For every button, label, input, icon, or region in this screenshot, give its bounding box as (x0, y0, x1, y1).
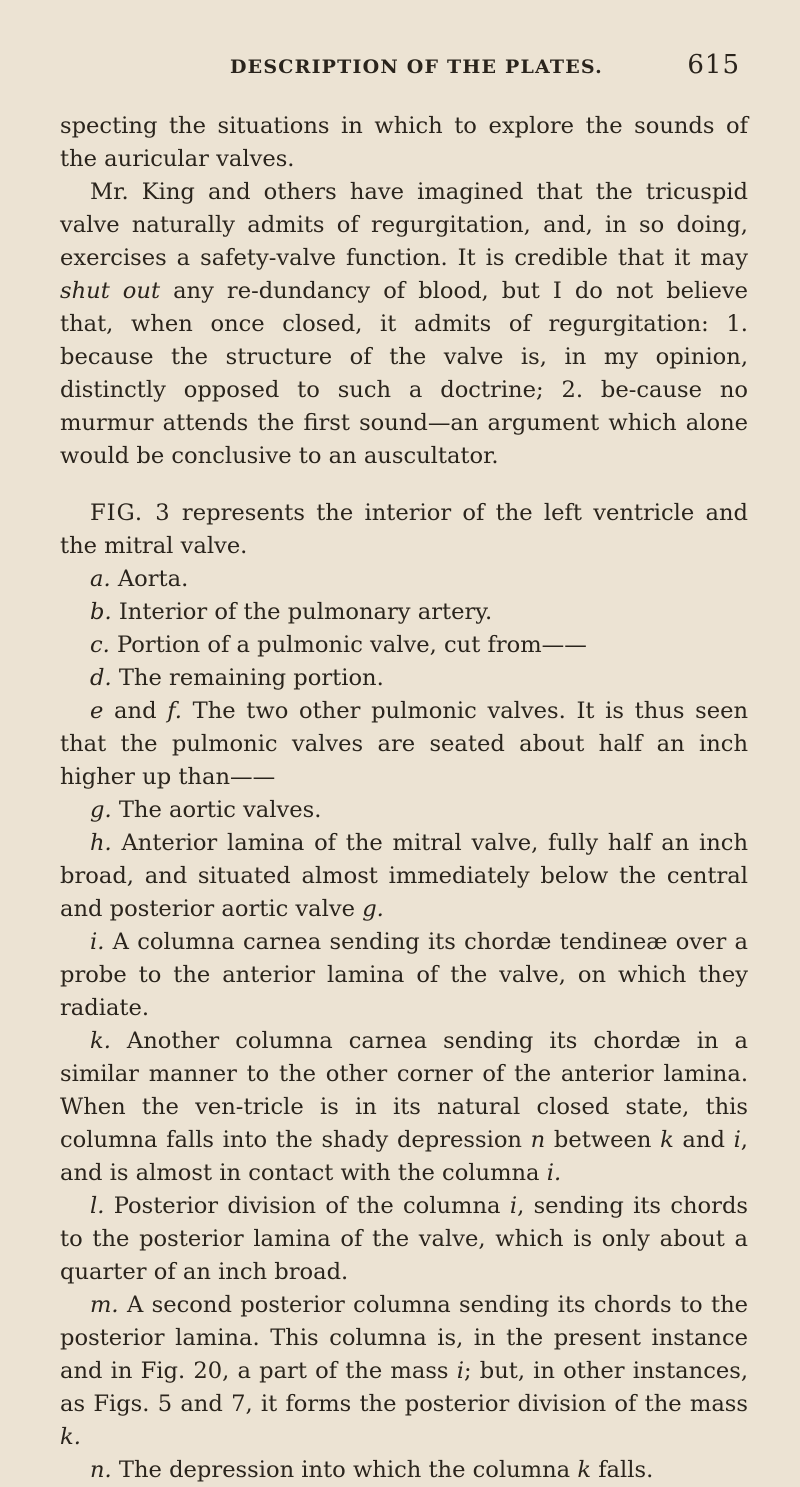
item-text: Interior of the pulmonary artery. (111, 599, 493, 625)
item-key: l. (90, 1193, 105, 1219)
item-key: k. (90, 1028, 111, 1054)
list-item (60, 794, 748, 827)
item-ref: g. (362, 896, 384, 922)
item-text: Aorta. (110, 566, 189, 592)
spacer (60, 473, 748, 497)
list-item (60, 1289, 748, 1454)
item-ref: n (530, 1127, 546, 1153)
item-text: The remaining portion. (111, 665, 384, 691)
item-key: h. (90, 830, 112, 856)
item-text: between (545, 1127, 661, 1153)
list-item (60, 827, 748, 926)
italic-text: shut out (60, 278, 161, 304)
item-text: The depression into which the columna (111, 1457, 578, 1483)
item-key: e (90, 698, 104, 724)
figure-label: FIG. 3 (90, 500, 171, 526)
item-key: m. (90, 1292, 119, 1318)
item-text: , and is almost in contact with the columna (60, 1127, 748, 1186)
item-text: The two other pulmonic valves. It is thus seen that the pulmonic valves are seated about half an inch higher up than—— (60, 698, 748, 790)
figure-caption (60, 497, 748, 563)
item-text: The aortic valves. (111, 797, 322, 823)
item-text: ; but, in other instances, as Figs. 5 and 7, it forms the posterior division of the mass (60, 1358, 748, 1417)
list-item (60, 629, 748, 662)
item-ref: k (660, 1127, 674, 1153)
item-key: n. (90, 1457, 112, 1483)
list-item (60, 1025, 748, 1190)
paragraph-continued: specting the situations in which to explore the sounds of the auricular valves. (60, 113, 748, 172)
item-key: c. (90, 632, 110, 658)
text-run: Mr. King and others have imagined that the tricuspid valve naturally admits of regurgitation, and, in so doing, exercises a safety-valve function. It is credible that it may (60, 179, 748, 271)
item-key: g. (90, 797, 112, 823)
list-item (60, 596, 748, 629)
list-item (60, 563, 748, 596)
item-key: a. (90, 566, 111, 592)
item-ref: i (456, 1358, 464, 1384)
paragraph-tricuspid (60, 176, 748, 473)
item-key: i. (90, 929, 105, 955)
list-item (60, 926, 748, 1025)
item-ref: k. (60, 1424, 81, 1450)
list-item (60, 662, 748, 695)
running-header (230, 50, 740, 90)
item-text: A columna carnea sending its chordæ tendineæ over a probe to the anterior lamina of the valve, on which they radiate. (60, 929, 748, 1021)
item-key: b. (90, 599, 112, 625)
item-text: A second posterior columna sending its chords to the posterior lamina. This columna is, in the present instance and in Fig. 20, a part of the mass (60, 1292, 748, 1384)
item-text: Another columna carnea sending its chordæ in a similar manner to the other corner of the anterior lamina. When the ven-tricle is in its natural closed state, this columna falls into the shady depression (60, 1028, 748, 1153)
item-ref: i. (546, 1160, 562, 1186)
item-ref: i (733, 1127, 741, 1153)
page-number: 615 (687, 50, 740, 80)
text-run: any re-dundancy of blood, but I do not believe that, when once closed, it admits of regurgitation: 1. because the structure of the valve is, in my opinion, distinctly opposed to such a doctrine; 2. be-cause no murmur attends the first sound—an argument which alone would be conclusive to an auscultator. (60, 278, 748, 469)
item-key: f. (167, 698, 182, 724)
list-item (60, 695, 748, 794)
item-text: falls. (591, 1457, 654, 1483)
item-key: d. (90, 665, 112, 691)
page-body (60, 110, 748, 1487)
text-run: represents the interior of the left ventricle and the mitral valve. (60, 500, 748, 559)
item-text: Anterior lamina of the mitral valve, fully half an inch broad, and situated almost immediately below the central and posterior aortic valve (60, 830, 748, 922)
item-text: and (673, 1127, 734, 1153)
item-ref: k (577, 1457, 592, 1483)
item-text: , sending its chords to the posterior lamina of the valve, which is only about a quarter of an inch broad. (60, 1193, 748, 1285)
text-run: and (103, 698, 168, 724)
item-text: Posterior division of the columna (104, 1193, 510, 1219)
running-title: DESCRIPTION OF THE PLATES. (230, 56, 603, 78)
item-text: Portion of a pulmonic valve, cut from—— (109, 632, 587, 658)
list-item (60, 1190, 748, 1289)
item-ref: i (509, 1193, 518, 1219)
list-item (60, 1454, 748, 1487)
